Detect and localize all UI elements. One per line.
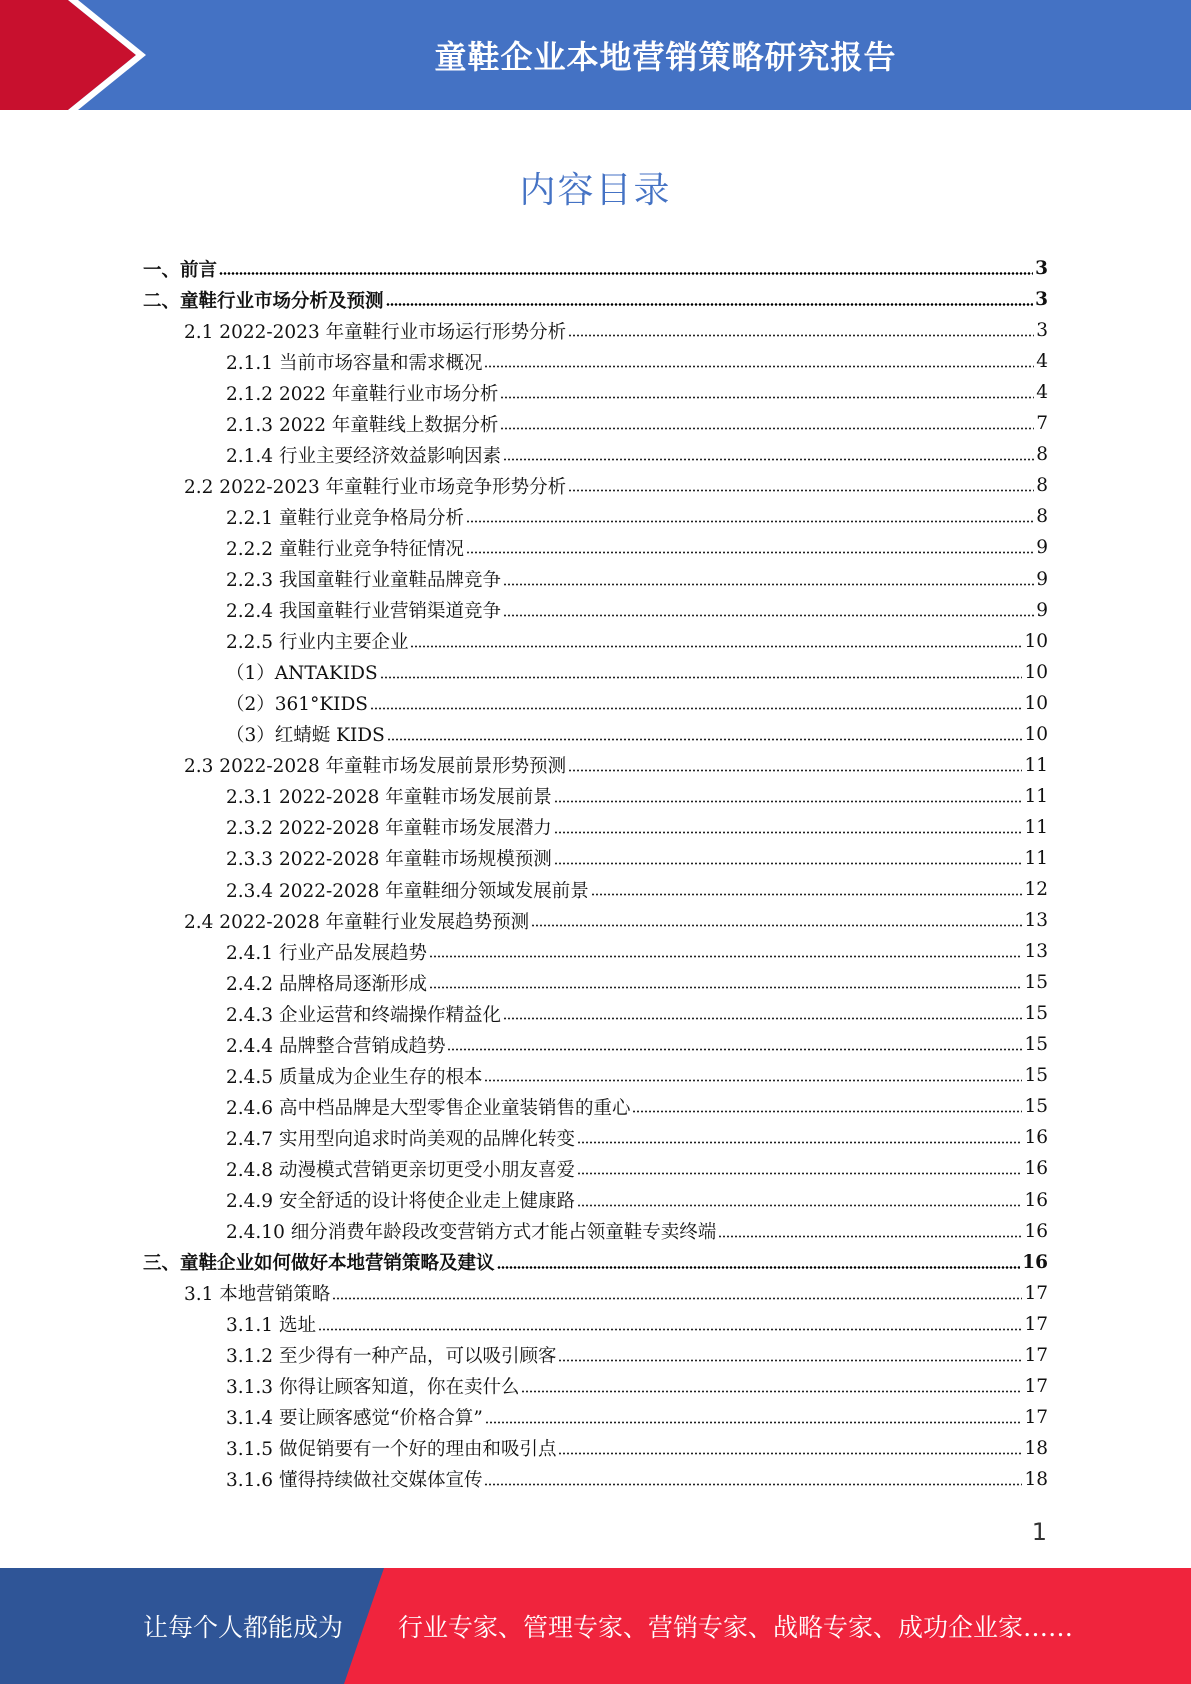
toc-entry-page-number: 3 xyxy=(1035,258,1048,279)
toc-entry-page-number: 10 xyxy=(1024,630,1048,652)
toc-entry-label: 3.1.5 做促销要有一个好的理由和吸引点 xyxy=(226,1439,557,1461)
toc-dot-leader xyxy=(558,1452,1022,1455)
toc-entry-label: 2.2.4 我国童鞋行业营销渠道竞争 xyxy=(226,601,501,623)
toc-entry-page-number: 15 xyxy=(1024,1034,1048,1056)
toc-dot-leader xyxy=(503,458,1034,461)
toc-entry-label: 2.1 2022-2023 年童鞋行业市场运行形势分析 xyxy=(184,321,567,343)
toc-entry[interactable] xyxy=(226,998,1048,1029)
toc-entry[interactable] xyxy=(226,1185,1048,1216)
toc-entry-page-number: 17 xyxy=(1024,1344,1048,1366)
toc-entry-page-number: 15 xyxy=(1024,972,1048,994)
toc-dot-leader xyxy=(484,1079,1022,1082)
toc-entry[interactable] xyxy=(226,1433,1048,1464)
page-number: 1 xyxy=(1031,1518,1047,1546)
toc-dot-leader xyxy=(429,955,1022,958)
toc-entry-label: 2.4.6 高中档品牌是大型零售企业童装销售的重心 xyxy=(226,1097,631,1119)
toc-entry-label: 二、童鞋行业市场分析及预测 xyxy=(143,290,384,312)
toc-entry-label: （3）红蜻蜓 KIDS xyxy=(226,725,385,747)
report-title: 童鞋企业本地营销策略研究报告 xyxy=(434,38,897,76)
toc-entry-page-number: 10 xyxy=(1024,661,1048,683)
toc-entry-page-number: 9 xyxy=(1036,568,1048,590)
toc-entry[interactable] xyxy=(184,470,1048,501)
toc-entry[interactable] xyxy=(226,1060,1048,1091)
toc-entry-label: 2.4.10 细分消费年龄段改变营销方式才能占领童鞋专卖终端 xyxy=(226,1222,717,1244)
toc-entry-page-number: 11 xyxy=(1024,847,1048,869)
toc-entry-page-number: 16 xyxy=(1024,1220,1048,1242)
toc-entry-label: 2.4.1 行业产品发展趋势 xyxy=(226,942,427,964)
page-footer xyxy=(0,1568,1191,1684)
toc-entry[interactable] xyxy=(226,874,1048,905)
toc-entry-label: 3.1.2 至少得有一种产品，可以吸引顾客 xyxy=(226,1346,557,1368)
toc-entry-label: 2.4 2022-2028 年童鞋行业发展趋势预测 xyxy=(184,911,530,933)
toc-entry-label: 2.1.3 2022 年童鞋线上数据分析 xyxy=(226,414,499,436)
toc-dot-leader xyxy=(485,1421,1023,1424)
toc-entry-label: 2.2.2 童鞋行业竞争特征情况 xyxy=(226,538,464,560)
toc-entry-label: 2.3 2022-2028 年童鞋市场发展前景形势预测 xyxy=(184,756,567,778)
footer-slogan-left: 让每个人都能成为 xyxy=(143,1613,344,1642)
toc-dot-leader xyxy=(466,520,1034,523)
page-header xyxy=(0,0,1191,110)
toc-entry[interactable] xyxy=(226,1216,1048,1247)
toc-entry-label: 2.2.1 童鞋行业竞争格局分析 xyxy=(226,507,464,529)
toc-entry-label: 3.1.4 要让顾客感觉“价格合算” xyxy=(226,1408,483,1430)
toc-entry-page-number: 11 xyxy=(1024,816,1048,838)
toc-entry-label: （2）361°KIDS xyxy=(226,694,368,716)
toc-dot-leader xyxy=(554,800,1023,803)
toc-entry[interactable] xyxy=(184,1278,1048,1309)
toc-entry-label: 2.4.2 品牌格局逐渐形成 xyxy=(226,973,427,995)
toc-entry[interactable] xyxy=(226,1091,1048,1122)
toc-entry[interactable] xyxy=(184,750,1048,781)
toc-dot-leader xyxy=(466,551,1034,554)
toc-entry-label: 3.1.6 懂得持续做社交媒体宣传 xyxy=(226,1470,483,1492)
toc-entry[interactable] xyxy=(226,781,1048,812)
toc-entry-page-number: 4 xyxy=(1036,382,1048,404)
toc-dot-leader xyxy=(503,1017,1022,1020)
toc-dot-leader xyxy=(554,831,1023,834)
toc-entry-label: 2.3.4 2022-2028 年童鞋细分领域发展前景 xyxy=(226,880,589,902)
toc-entry-label: 3.1 本地营销策略 xyxy=(184,1284,331,1306)
toc-entry-page-number: 8 xyxy=(1036,444,1048,466)
toc-entry-page-number: 3 xyxy=(1035,289,1048,311)
toc-dot-leader xyxy=(558,1359,1022,1362)
toc-entry[interactable] xyxy=(226,812,1048,843)
toc-entry[interactable] xyxy=(226,1402,1048,1433)
toc-entry-label: 2.3.3 2022-2028 年童鞋市场规模预测 xyxy=(226,849,552,871)
toc-entry[interactable] xyxy=(143,253,1048,284)
toc-dot-leader xyxy=(500,427,1034,430)
toc-entry-label: 2.4.9 安全舒适的设计将使企业走上健康路 xyxy=(226,1191,575,1212)
toc-dot-leader xyxy=(577,1172,1022,1175)
toc-entry[interactable] xyxy=(226,1153,1048,1184)
toc-entry-page-number: 10 xyxy=(1024,692,1048,714)
toc-entry-page-number: 18 xyxy=(1024,1437,1048,1459)
toc-dot-leader xyxy=(521,1390,1022,1393)
toc-entry-page-number: 17 xyxy=(1024,1282,1048,1304)
toc-entry[interactable] xyxy=(226,408,1048,439)
toc-entry[interactable] xyxy=(226,843,1048,874)
toc-entry-page-number: 18 xyxy=(1024,1468,1048,1490)
toc-entry-page-number: 15 xyxy=(1024,1065,1048,1087)
toc-dot-leader xyxy=(332,1297,1022,1300)
toc-dot-leader xyxy=(632,1110,1022,1113)
toc-entry-label: 2.3.1 2022-2028 年童鞋市场发展前景 xyxy=(226,787,552,809)
toc-entry-label: 2.4.5 质量成为企业生存的根本 xyxy=(226,1066,483,1088)
toc-entry[interactable] xyxy=(226,346,1048,377)
toc-entry-page-number: 16 xyxy=(1022,1251,1048,1273)
toc-entry-page-number: 3 xyxy=(1036,320,1048,342)
toc-entry[interactable] xyxy=(226,1464,1048,1495)
toc-dot-leader xyxy=(497,1266,1021,1269)
toc-dot-leader xyxy=(219,272,1033,275)
toc-entry-page-number: 16 xyxy=(1024,1127,1048,1149)
toc-dot-leader xyxy=(568,769,1022,772)
toc-entry-label: 2.3.2 2022-2028 年童鞋市场发展潜力 xyxy=(226,818,552,840)
toc-dot-leader xyxy=(410,645,1022,648)
toc-entry-label: 2.2.5 行业内主要企业 xyxy=(226,632,409,654)
toc-dot-leader xyxy=(386,303,1034,306)
toc-entry-page-number: 7 xyxy=(1036,413,1048,435)
footer-slogan-right: 行业专家、管理专家、营销专家、战略专家、成功企业家…… xyxy=(398,1613,1074,1642)
toc-entry[interactable] xyxy=(226,532,1048,563)
toc-entry[interactable] xyxy=(226,1029,1048,1060)
toc-dot-leader xyxy=(568,489,1034,492)
toc-dot-leader xyxy=(380,676,1023,679)
toc-entry-page-number: 17 xyxy=(1024,1375,1048,1397)
toc-entry[interactable] xyxy=(226,1371,1048,1402)
toc-entry[interactable] xyxy=(226,377,1048,408)
toc-entry-label: 2.4.3 企业运营和终端操作精益化 xyxy=(226,1004,501,1026)
toc-entry[interactable] xyxy=(143,1247,1048,1278)
toc-entry-page-number: 9 xyxy=(1036,599,1048,621)
toc-entry-page-number: 16 xyxy=(1024,1158,1048,1180)
toc-entry-label: 2.4.4 品牌整合营销成趋势 xyxy=(226,1035,446,1057)
toc-dot-leader xyxy=(503,583,1034,586)
toc-entry-label: 2.4.8 动漫模式营销更亲切更受小朋友喜爱 xyxy=(226,1159,575,1181)
toc-entry[interactable] xyxy=(226,595,1048,626)
toc-dot-leader xyxy=(503,614,1034,617)
toc-entry-page-number: 4 xyxy=(1036,351,1048,373)
toc-entry[interactable] xyxy=(226,439,1048,470)
toc-entry-page-number: 16 xyxy=(1024,1189,1048,1211)
toc-entry[interactable] xyxy=(226,501,1048,532)
toc-dot-leader xyxy=(531,924,1022,927)
toc-entry-label: 三、童鞋企业如何做好本地营销策略及建议 xyxy=(143,1253,495,1275)
toc-entry-page-number: 17 xyxy=(1024,1406,1048,1428)
toc-dot-leader xyxy=(577,1204,1022,1207)
toc-dot-leader xyxy=(484,365,1034,368)
toc-entry-page-number: 12 xyxy=(1024,879,1048,900)
toc-entry[interactable] xyxy=(184,315,1048,346)
toc-dot-leader xyxy=(568,334,1034,337)
toc-entry[interactable] xyxy=(226,626,1048,657)
toc-entry-page-number: 13 xyxy=(1024,941,1048,963)
toc-entry-page-number: 15 xyxy=(1024,1096,1048,1118)
toc-entry-page-number: 10 xyxy=(1024,723,1048,745)
toc-entry[interactable] xyxy=(226,688,1048,719)
header-chevron-decoration xyxy=(0,0,160,110)
toc-entry-page-number: 8 xyxy=(1036,475,1048,497)
toc-dot-leader xyxy=(500,396,1034,399)
toc-entry-page-number: 11 xyxy=(1024,785,1048,807)
toc-dot-leader xyxy=(577,1141,1022,1144)
toc-entry-label: 2.1.1 当前市场容量和需求概况 xyxy=(226,352,483,374)
toc-entry[interactable] xyxy=(226,967,1048,998)
toc-dot-leader xyxy=(591,893,1023,896)
toc-entry-label: 2.4.7 实用型向追求时尚美观的品牌化转变 xyxy=(226,1128,575,1150)
toc-entry[interactable] xyxy=(184,905,1048,936)
toc-entry-page-number: 9 xyxy=(1036,537,1048,559)
toc-entry[interactable] xyxy=(226,936,1048,967)
toc-heading: 内容目录 xyxy=(519,170,672,211)
toc-entry[interactable] xyxy=(226,1340,1048,1371)
toc-dot-leader xyxy=(718,1235,1022,1238)
toc-entry-label: 2.2.3 我国童鞋行业童鞋品牌竞争 xyxy=(226,570,501,591)
toc-dot-leader xyxy=(387,738,1023,741)
toc-entry[interactable] xyxy=(226,564,1048,595)
toc-entry-label: （1）ANTAKIDS xyxy=(226,663,378,685)
toc-entry-label: 2.1.4 行业主要经济效益影响因素 xyxy=(226,445,501,467)
toc-entry[interactable] xyxy=(226,719,1048,750)
toc-dot-leader xyxy=(484,1483,1022,1486)
toc-entry[interactable] xyxy=(143,284,1048,315)
toc-entry-page-number: 17 xyxy=(1024,1313,1048,1335)
toc-entry-label: 2.1.2 2022 年童鞋行业市场分析 xyxy=(226,383,499,405)
toc-dot-leader xyxy=(370,707,1022,710)
toc-entry-label: 3.1.3 你得让顾客知道，你在卖什么 xyxy=(226,1377,520,1399)
toc-entry-page-number: 13 xyxy=(1024,910,1048,932)
toc-entry[interactable] xyxy=(226,657,1048,688)
toc-entry-page-number: 15 xyxy=(1024,1003,1048,1025)
toc-entry-label: 2.2 2022-2023 年童鞋行业市场竞争形势分析 xyxy=(184,476,567,498)
toc-entry-label: 3.1.1 选址 xyxy=(226,1315,316,1337)
toc-dot-leader xyxy=(429,986,1022,989)
toc-entry-page-number: 11 xyxy=(1024,754,1048,776)
toc-dot-leader xyxy=(554,862,1023,865)
toc-entry-page-number: 8 xyxy=(1036,506,1048,528)
toc-entry[interactable] xyxy=(226,1122,1048,1153)
toc-dot-leader xyxy=(447,1048,1022,1051)
toc-entry[interactable] xyxy=(226,1309,1048,1340)
toc-entry-label: 一、前言 xyxy=(143,259,218,281)
toc-dot-leader xyxy=(318,1328,1023,1331)
